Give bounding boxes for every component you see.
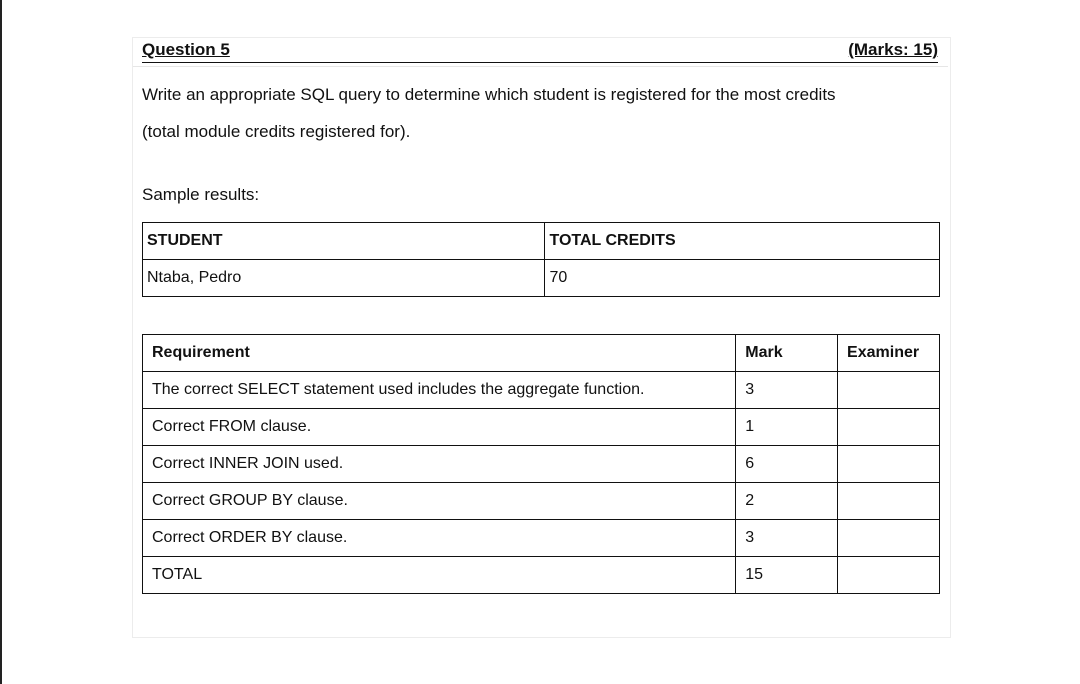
sample-results-label: Sample results: — [142, 185, 260, 204]
requirement-cell: Correct GROUP BY clause. — [143, 483, 736, 520]
mark-cell: 3 — [736, 372, 838, 409]
requirement-cell: Correct FROM clause. — [143, 409, 736, 446]
header-separator — [133, 66, 948, 67]
header-total-credits: TOTAL CREDITS — [545, 223, 940, 260]
table-row — [143, 409, 940, 446]
requirement-cell: Correct ORDER BY clause. — [143, 520, 736, 557]
requirement-cell: Correct INNER JOIN used. — [143, 446, 736, 483]
mark-cell: 15 — [736, 557, 838, 594]
marking-rubric-table — [142, 334, 940, 594]
table-row — [143, 446, 940, 483]
question-marks: (Marks: 15) — [848, 40, 938, 59]
question-text — [142, 76, 932, 150]
table-row — [143, 520, 940, 557]
requirement-cell: The correct SELECT statement used includes the aggregate function. — [143, 372, 736, 409]
mark-cell: 2 — [736, 483, 838, 520]
mark-cell: 6 — [736, 446, 838, 483]
requirement-cell: TOTAL — [143, 557, 736, 594]
examiner-cell — [838, 557, 940, 594]
header-examiner: Examiner — [838, 335, 940, 372]
table-row — [143, 483, 940, 520]
examiner-cell — [838, 372, 940, 409]
mark-cell: 3 — [736, 520, 838, 557]
question-header — [142, 40, 938, 63]
examiner-cell — [838, 446, 940, 483]
table-header-row — [143, 223, 940, 260]
examiner-cell — [838, 520, 940, 557]
cell-student: Ntaba, Pedro — [143, 260, 545, 297]
table-header-row — [143, 335, 940, 372]
left-border — [0, 0, 2, 684]
question-text-line-1: Write an appropriate SQL query to determine which student is registered for the most credits — [142, 85, 836, 104]
table-row-total — [143, 557, 940, 594]
sample-results-table — [142, 222, 940, 297]
header-mark: Mark — [736, 335, 838, 372]
examiner-cell — [838, 409, 940, 446]
table-row — [143, 260, 940, 297]
question-text-line-2: (total module credits registered for). — [142, 122, 411, 141]
mark-cell: 1 — [736, 409, 838, 446]
header-requirement: Requirement — [143, 335, 736, 372]
question-title: Question 5 — [142, 40, 230, 59]
table-row — [143, 372, 940, 409]
examiner-cell — [838, 483, 940, 520]
cell-total-credits: 70 — [545, 260, 940, 297]
header-student: STUDENT — [143, 223, 545, 260]
